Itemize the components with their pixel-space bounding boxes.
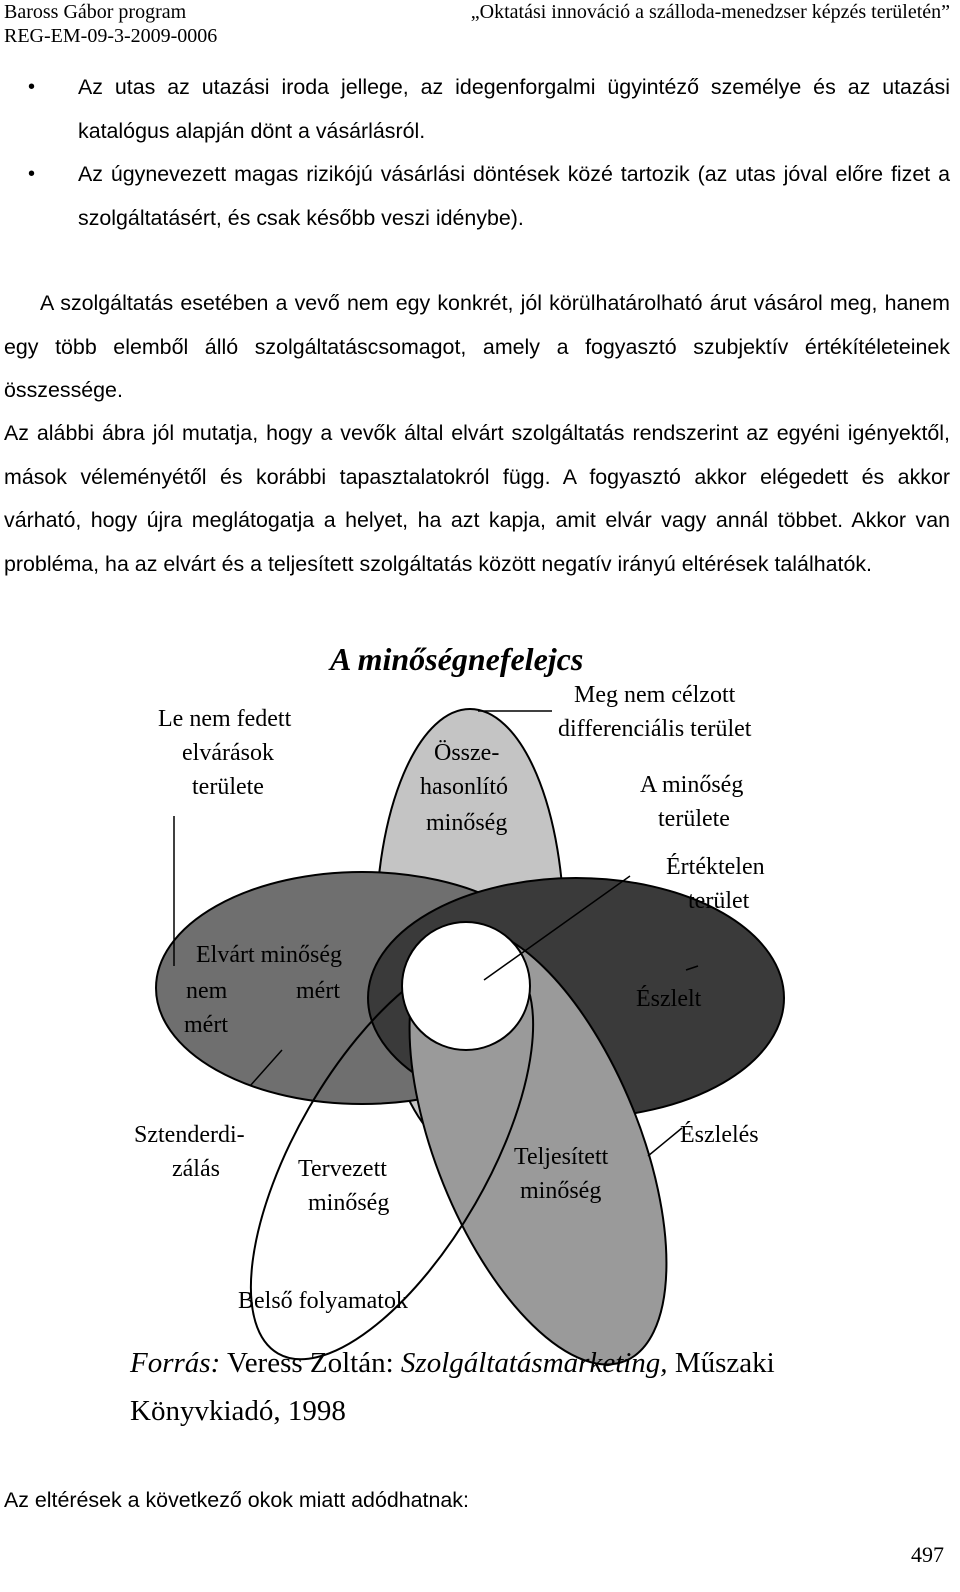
center-circle — [402, 922, 530, 1050]
project-title: „Oktatási innováció a szálloda-menedzser képzés területén” — [470, 1, 950, 23]
label-expected-quality: Elvárt minőség — [196, 942, 342, 968]
paragraph-service: A szolgáltatás esetében a vevő nem egy konkrét, jól körülhatárolható árut vásárol meg, hanem egy több elemből álló szolgáltatáscsomagot, amely a fogyasztó szubjektív értékítéleteinek összessége. — [4, 291, 950, 402]
figure-source: Forrás: Veress Zoltán: Szolgáltatásmarketing, Műszaki — [130, 1347, 775, 1379]
label-perceived: Észlelt — [636, 986, 702, 1012]
label-planned-quality: Tervezett minőség — [298, 1156, 390, 1216]
label-worthless-area: Értéktelen terület — [666, 854, 765, 914]
label-perception: Észlelés — [680, 1122, 759, 1148]
page-number: 497 — [911, 1542, 944, 1567]
label-undifferentiated-area: Meg nem célzott differenciális terület — [558, 682, 752, 742]
bullet-item: • Az úgynevezett magas rizikójú vásárlási döntések közé tartozik (az utas jóval előre fizet a szolgáltatásért, és csak később veszi idénybe). — [0, 153, 950, 240]
figure-source-line2: Könyvkiadó, 1998 — [130, 1395, 346, 1427]
program-name: Baross Gábor program — [4, 1, 187, 23]
causes-intro: Az eltérések a következő okok miatt adódhatnak: — [4, 1488, 469, 1512]
paragraph-expectations: Az alábbi ábra jól mutatja, hogy a vevők által elvárt szolgáltatás rendszerint az egyéni igényektől, mások véleményétől és korábbi tapasztalatokról függ. A fogyasztó akkor elégedett és akkor várható, hogy újra meglátogatja a helyet, ha azt kapja, amit elvár vagy annál többet. Akkor van probléma, ha az elvárt és a teljesített szolgáltatás között negatív irányú eltérések találhatók. — [4, 421, 950, 576]
bullet-list — [0, 66, 950, 240]
label-hidden-expectations: Le nem fedett elvárások területe — [158, 706, 292, 800]
figure-title: A minőségnefelejcs — [330, 641, 584, 677]
quality-forget-me-not-figure — [120, 636, 840, 1436]
flower-diagram — [120, 636, 840, 1436]
bullet-item: • Az utas az utazási iroda jellege, az idegenforgalmi ügyintéző személye és az utazási katalógus alapján dönt a vásárlásról. — [0, 66, 950, 153]
page-header — [4, 0, 950, 50]
label-not-measured: nem mért — [184, 978, 228, 1038]
label-comparative-quality: Össze- hasonlító minőség — [420, 740, 508, 836]
label-standardizing: Sztenderdi- zálás — [134, 1122, 245, 1182]
label-delivered-quality: Teljesített minőség — [514, 1144, 609, 1204]
label-measured: mért — [296, 978, 340, 1004]
label-internal-processes: Belső folyamatok — [238, 1288, 408, 1314]
program-code: REG-EM-09-3-2009-0006 — [4, 25, 218, 47]
label-quality-area: A minőség területe — [640, 772, 744, 832]
